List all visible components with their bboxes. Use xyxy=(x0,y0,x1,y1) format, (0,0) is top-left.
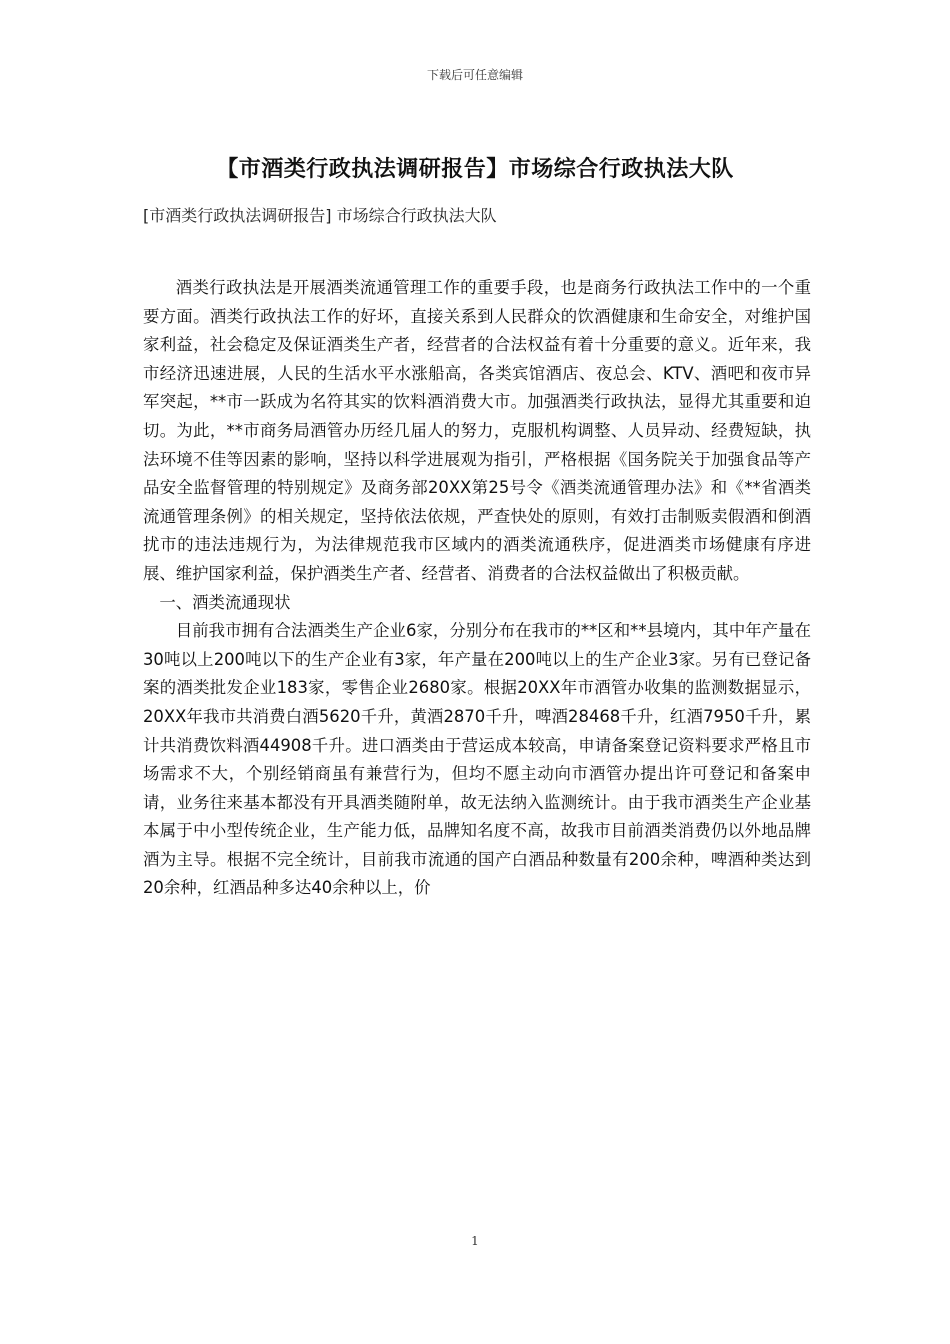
page-number: 1 xyxy=(471,1234,479,1248)
document-body xyxy=(143,274,811,903)
paragraph-intro: 酒类行政执法是开展酒类流通管理工作的重要手段，也是商务行政执法工作中的一个重要方面。酒类行政执法工作的好坏，直接关系到人民群众的饮酒健康和生命安全，对维护国家利益，社会稳定及保证酒类生产者，经营者的合法权益有着十分重要的意义。近年来，我市经济迅速进展，人民的生活水平水涨船高，各类宾馆酒店、夜总会、KTV、酒吧和夜市异军突起，**市一跃成为名符其实的饮料酒消费大市。加强酒类行政执法，显得尤其重要和迫切。为此，**市商务局酒管办历经几届人的努力，克服机构调整、人员异动、经费短缺，执法环境不佳等因素的影响，坚持以科学进展观为指引，严格根据《国务院关于加强食品等产品安全监督管理的特别规定》及商务部20XX第25号令《酒类流通管理办法》和《**省酒类流通管理条例》的相关规定，坚持依法依规，严查快处的原则，有效打击制贩卖假酒和倒酒扰市的违法违规行为，为法律规范我市区域内的酒类流通秩序，促进酒类市场健康有序进展、维护国家利益，保护酒类生产者、经营者、消费者的合法权益做出了积极贡献。 xyxy=(143,278,811,583)
document-subtitle: [市酒类行政执法调研报告] 市场综合行政执法大队 xyxy=(143,206,497,225)
section-heading: 一、酒类流通现状 xyxy=(159,592,291,612)
document-title: 【市酒类行政执法调研报告】市场综合行政执法大队 xyxy=(216,157,734,182)
header-note: 下载后可任意编辑 xyxy=(426,68,523,82)
paragraph-status: 目前我市拥有合法酒类生产企业6家，分别分布在我市的**区和**县境内，其中年产量在30吨以上200吨以下的生产企业有3家，年产量在200吨以上的生产企业3家。另有已登记备案的酒类批发企业183家，零售企业2680家。根据20XX年市酒管办收集的监测数据显示，20XX年我市共消费白酒5620千升，黄酒2870千升，啤酒28468千升，红酒7950千升，累计共消费饮料酒44908千升。进口酒类由于营运成本较高，申请备案登记资料要求严格且市场需求不大，个别经销商虽有兼营行为，但均不愿主动向市酒管办提出许可登记和备案申请，业务往来基本都没有开具酒类随附单，故无法纳入监测统计。由于我市酒类生产企业基本属于中小型传统企业，生产能力低，品牌知名度不高，故我市目前酒类消费仍以外地品牌酒为主导。根据不完全统计，目前我市流通的国产白酒品种数量有200余种，啤酒种类达到20余种，红酒品种多达40余种以上，价 xyxy=(143,621,811,898)
